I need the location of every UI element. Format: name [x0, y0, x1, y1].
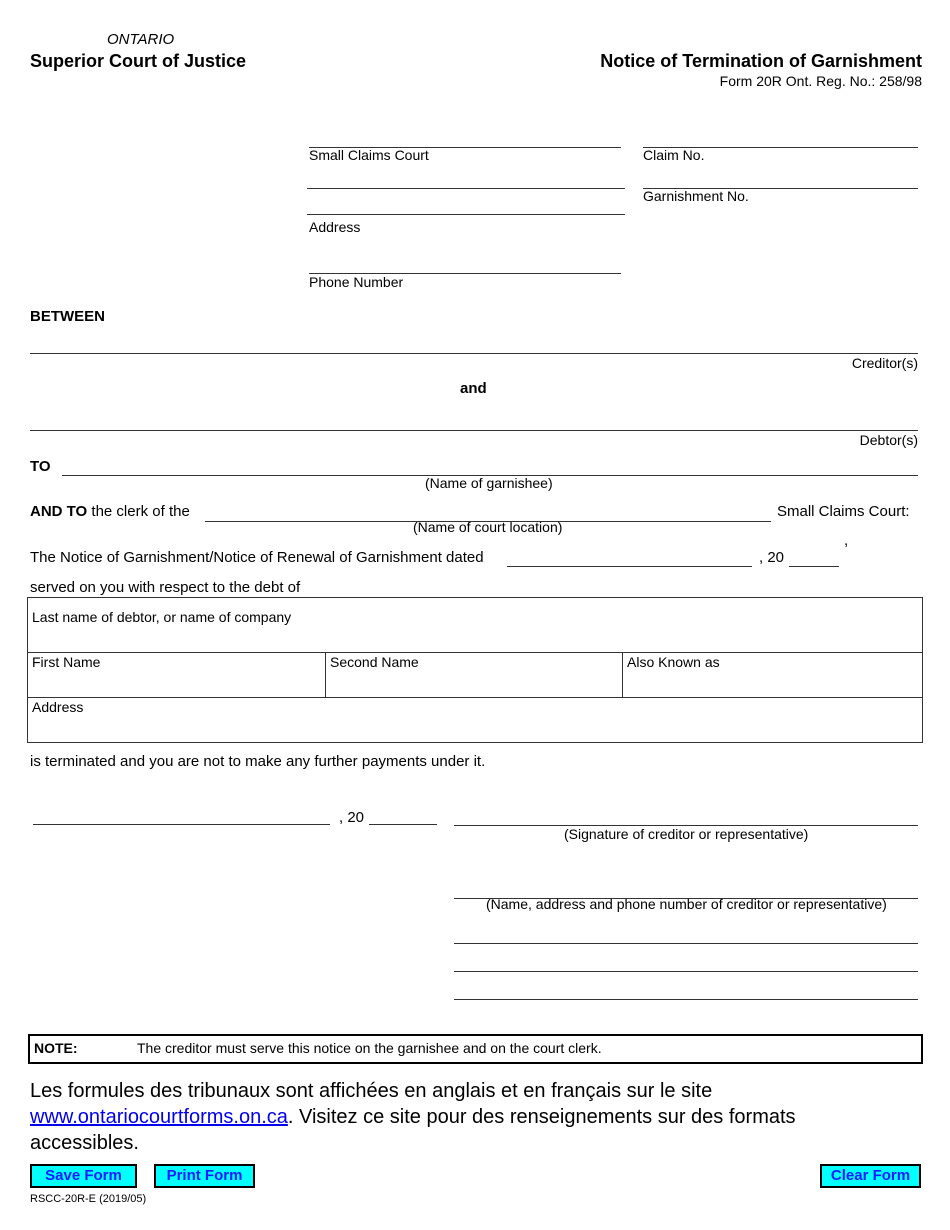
and-label: and [460, 380, 487, 397]
creditor-label: Creditor(s) [851, 355, 918, 371]
claim-no-label: Claim No. [643, 147, 705, 163]
notice-dated-text: The Notice of Garnishment/Notice of Renewal of Garnishment dated [30, 549, 484, 566]
court-name: Superior Court of Justice [30, 51, 247, 71]
form-reference: Form 20R Ont. Reg. No.: 258/98 [719, 73, 922, 89]
clear-form-button[interactable]: Clear Form [820, 1164, 921, 1188]
debtor-last-name-input[interactable] [32, 628, 917, 648]
signing-year-input[interactable] [369, 805, 437, 825]
and-to-label: AND TO [30, 503, 88, 520]
debtor-first-name-input[interactable] [32, 673, 320, 693]
garnishee-caption: (Name of garnishee) [425, 475, 553, 491]
garnishee-name-input[interactable] [62, 456, 918, 476]
province-label: ONTARIO [107, 31, 175, 48]
debtor-first-name-label: First Name [32, 654, 101, 670]
signing-year-prefix: , 20 [339, 809, 365, 826]
small-claims-court-label: Small Claims Court [309, 147, 429, 163]
court-address-line2-input[interactable] [307, 195, 625, 215]
note-text: The creditor must serve this notice on the garnishee and on the court clerk. [137, 1040, 602, 1056]
garnishment-no-input[interactable] [643, 169, 918, 189]
small-claims-court-input[interactable] [309, 128, 621, 148]
signing-date-input[interactable] [33, 805, 330, 825]
note-box [28, 1034, 923, 1064]
save-form-button[interactable]: Save Form [30, 1164, 137, 1188]
debtor-address-label: Address [32, 699, 84, 715]
garnishment-no-label: Garnishment No. [643, 188, 749, 204]
debtor-address-input[interactable] [32, 718, 917, 738]
clerk-text: the clerk of the [91, 503, 190, 520]
french-notice-start: Les formules des tribunaux sont affichées en anglais et en français sur le site [30, 1080, 713, 1102]
small-claims-court-suffix: Small Claims Court: [777, 503, 910, 520]
debtor-input[interactable] [30, 411, 918, 431]
representative-line3-input[interactable] [454, 980, 918, 1000]
notice-year-prefix: , 20 [759, 549, 785, 566]
representative-line2-input[interactable] [454, 952, 918, 972]
note-label: NOTE: [34, 1040, 78, 1056]
termination-text: is terminated and you are not to make any further payments under it. [30, 753, 486, 770]
court-phone-label: Phone Number [309, 274, 404, 290]
notice-comma: , [844, 532, 849, 549]
debtor-aka-input[interactable] [627, 673, 917, 693]
court-address-label: Address [309, 219, 361, 235]
print-form-button[interactable]: Print Form [154, 1164, 255, 1188]
notice-year-input[interactable] [789, 547, 839, 567]
french-notice [30, 1078, 910, 1156]
between-label: BETWEEN [30, 308, 105, 325]
ontario-court-forms-link[interactable]: www.ontariocourtforms.on.ca [30, 1106, 288, 1128]
debtor-second-name-label: Second Name [330, 654, 419, 670]
form-title: Notice of Termination of Garnishment [600, 51, 922, 71]
form-code: RSCC-20R-E (2019/05) [30, 1193, 147, 1205]
debtor-aka-label: Also Known as [627, 654, 720, 670]
served-text: served on you with respect to the debt of [30, 579, 301, 596]
french-notice-end: . Visitez ce site pour des renseignements sur des formats accessibles. [30, 1106, 796, 1154]
representative-caption: (Name, address and phone number of creditor or representative) [486, 896, 887, 912]
court-location-caption: (Name of court location) [413, 519, 563, 535]
and-to-line [30, 503, 190, 520]
creditor-input[interactable] [30, 334, 918, 354]
signature-input[interactable] [454, 806, 918, 826]
notice-date-input[interactable] [507, 547, 752, 567]
to-label: TO [30, 458, 51, 475]
debtor-label: Debtor(s) [859, 432, 918, 448]
court-address-line1-input[interactable] [307, 169, 625, 189]
debtor-last-name-label: Last name of debtor, or name of company [32, 609, 292, 625]
court-phone-input[interactable] [309, 254, 621, 274]
claim-no-input[interactable] [643, 128, 918, 148]
debtor-second-name-input[interactable] [330, 673, 617, 693]
signature-caption: (Signature of creditor or representative) [564, 826, 809, 842]
representative-line1-input[interactable] [454, 924, 918, 944]
